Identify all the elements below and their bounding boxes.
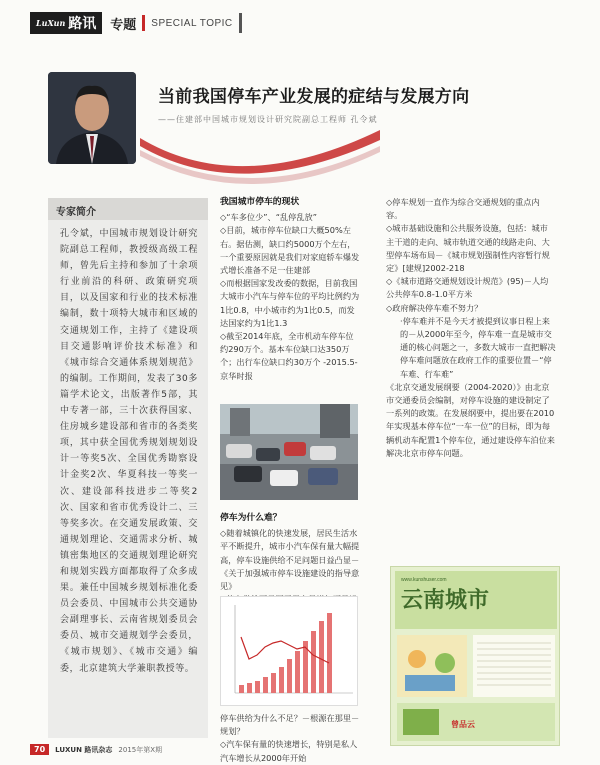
section-label-en: SPECIAL TOPIC <box>151 17 233 29</box>
article-column-3 <box>386 196 556 460</box>
logo-sub: LuXun <box>36 18 66 28</box>
page-number: 70 <box>30 744 49 755</box>
paragraph: ◇政府解决停车难不努力？ <box>386 302 483 313</box>
paragraph: ◇城市基础设施和公共服务设施，包括：城市主干道的走向、城市轨道交通的线路走向、大型停车场布局－《城市规划强制性内容暂行规定》[建规]2002-218 <box>386 223 550 274</box>
paragraph: ◇汽车保有量的快速增长，特别是私人汽车增长从2000年开始 <box>220 739 358 763</box>
paragraph: ◇随着城镇化的快速发展，居民生活水平不断提升，城市小汽车保有量大幅提高，停车设施供给不足问题日益凸显－《关于加强城市停车设施建设的指导意见》 <box>220 528 360 592</box>
magazine-logo <box>30 12 102 34</box>
poster-url: www.kunshuser.com <box>401 577 447 583</box>
paragraph: ◇截至2014年底，全市机动车停车位约290万个。基本车位缺口达350万个；出行车位缺口约30万个 -2015.5- 京华时报 <box>220 331 358 381</box>
paragraph: ◇目前，城市停车位缺口大概50%左右。据估测，缺口约5000万个左右，一个重要原因就是我们对家庭轿车爆发式增长准备不足一住建部 <box>220 225 360 276</box>
author-photo <box>48 72 136 164</box>
poster-footer: 曾品云 <box>451 720 475 729</box>
poster-title: 云南城市 <box>401 587 490 613</box>
expert-profile-heading: 专家简介 <box>48 198 208 220</box>
section-label: 专题 <box>110 17 137 33</box>
paragraph: 停车供给为什么不足？－根源在那里－规划？ <box>220 713 360 737</box>
article-title: 当前我国停车产业发展的症结与发展方向 <box>158 87 470 107</box>
article-column-2-end <box>220 712 360 765</box>
paragraph: ◇停车规划一直作为综合交通规划的重点内容。 <box>386 197 540 221</box>
article-subtitle: ——住建部中国城市规划设计研究院副总工程师 孔令斌 <box>158 115 378 124</box>
paragraph: ◇“车多位少”、“乱停乱放” <box>220 212 317 223</box>
article-column-2 <box>220 196 360 383</box>
page-footer <box>30 744 162 755</box>
section-divider <box>142 15 145 31</box>
footer-magazine: LUXUN 路讯杂志 <box>55 745 113 754</box>
footer-issue: 2015年第X期 <box>118 745 163 754</box>
header-end-bar <box>239 13 242 33</box>
section-title-status: 我国城市停车的现状 <box>220 197 300 207</box>
parking-street-photo <box>220 404 358 500</box>
section-title-why: 停车为什么难？ <box>220 513 282 523</box>
paragraph: ◇《城市道路交通规划设计规范》(95)－人均公共停车0.8-1.0平方米 <box>386 276 549 300</box>
expert-profile <box>48 198 208 738</box>
paragraph: 《北京交通发展纲要（2004-2020）》由北京市交通委员会编制，对停车设施的建设制定了一系列的政策。在发展纲要中，提出要在2010年实现基本停车位“一车一位”的目标，即为每辆机动车配置1个停车位，通过建设停车泊位来解决北京市停车问题。 <box>386 381 555 458</box>
vehicle-growth-chart <box>220 596 358 706</box>
expert-profile-body: 孔令斌，中国城市规划设计研究院副总工程师，教授级高级工程师，曾先后主持和参加了十余项行业前沿的科研、政策研究项目，以及国家和行业的技术标准编制，数十项特大城市和区域的交通规划工作，主持了《建设项目交通影响评价技术标准》和《城市综合交通体系规划规范》的编制。工作期间，发表了30多篇学术论文，出版著作5部，其中专著一部，三十次获得国家、住房城乡建设部和省市的各类奖项，其中获全国优秀规划规划设计一等奖5次、全国优秀勘察设计金奖2次、华夏科技一等奖一次、建设部科技进步二等奖2次、国家和省市优秀设计二、三等奖多次。在交通发展政策、交通规划理论、交通需求分析、城镇密集地区的交通规划理论研究和规划实践方面都取得了众多成果。兼任中国城乡规划标准化委员会委员、中国城市公共交通协会副理事长、云南省规划委员会委员、城市交通规划学会委员，《城市规划》、《城市交通》编委，北京建筑大学兼职教授等。 <box>60 229 198 674</box>
page-header <box>30 12 242 34</box>
city-parking-poster <box>390 566 560 746</box>
title-swoosh <box>140 128 380 198</box>
logo-main: 路讯 <box>68 16 97 32</box>
paragraph: ◇而根据国家发改委的数据，目前我国大城市小汽车与停车位的平均比例约为1比0.8，中小城市约为1比0.5，而发达国家约为1比1.3 <box>220 278 360 328</box>
paragraph-indented: ·停车难并不是今天才被提到议事日程上来的－从2000年至今，停车难一直是城市交通的核心问题之一，多数大城市一直把解决停车难问题放在政府工作的重要位置－“停车难、行车难” <box>400 315 556 379</box>
